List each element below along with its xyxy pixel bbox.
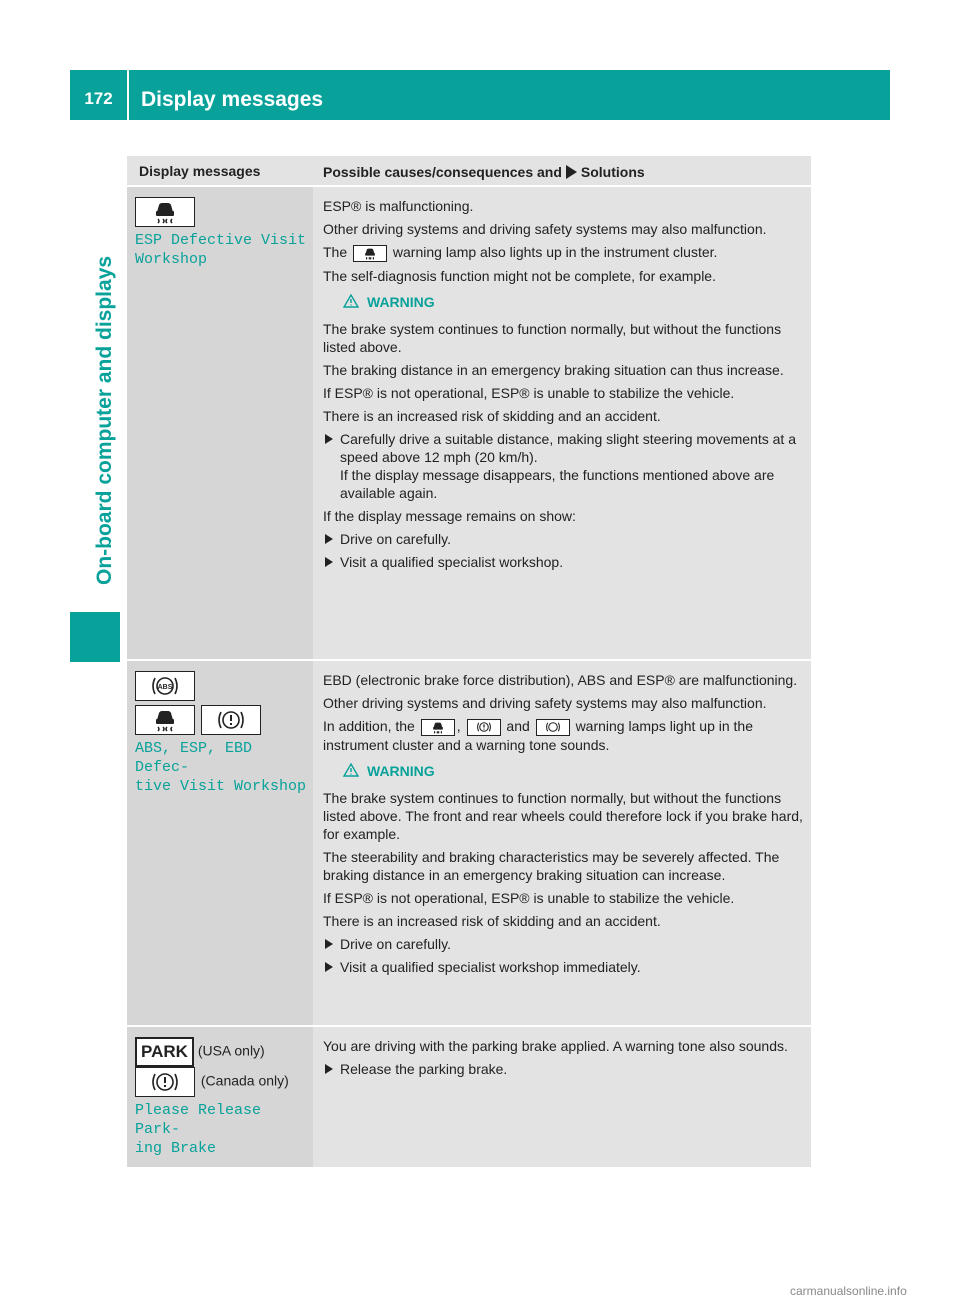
region-note: (Canada only): [200, 1072, 289, 1089]
table-row: [127, 1027, 811, 1167]
action-arrow-icon: [566, 165, 577, 179]
paragraph: The steerability and braking characteristics may be severely affected. The braking distance in an emergency braking situation can increase.: [323, 849, 780, 883]
display-message-text: [135, 739, 313, 796]
page-number: 172: [84, 89, 113, 108]
warning-triangle-icon: [343, 294, 359, 308]
brake-warning-icon: [201, 705, 261, 735]
warning-triangle-icon: [343, 763, 359, 777]
park-brake-icon: PARK: [135, 1037, 194, 1067]
text: warning lamps light up in the instrument cluster and a warning tone sounds.: [323, 718, 753, 753]
instruction-step: Drive on carefully.: [323, 935, 803, 953]
paragraph: EBD (electronic brake force distribution), ABS and ESP® are malfunctioning.: [323, 672, 798, 688]
warning-heading: [343, 293, 803, 311]
warning-label: WARNING: [367, 763, 435, 779]
display-message-text: [135, 1101, 307, 1158]
instruction-step: Visit a qualified specialist workshop immediately.: [323, 958, 803, 976]
esp-skid-icon: [135, 705, 195, 735]
display-message-cell: [127, 661, 313, 1025]
side-tab-label: On-board computer and displays: [93, 255, 116, 585]
message-line: Workshop: [135, 251, 208, 268]
display-message-cell: [127, 1027, 313, 1167]
text: If the display message disappears, the functions mentioned above are available again.: [340, 467, 775, 501]
messages-table: [127, 156, 811, 1167]
message-line: tive Visit Workshop: [135, 778, 307, 795]
paragraph: You are driving with the parking brake applied. A warning tone also sounds.: [323, 1038, 788, 1054]
causes-cell: [313, 187, 811, 659]
text: and: [506, 718, 530, 734]
paragraph: Other driving systems and driving safety systems may also malfunction.: [323, 695, 767, 711]
paragraph: The brake system continues to function normally, but without the functions listed above. The front and rear wheels could therefore lock if you brake hard, for example.: [323, 790, 803, 842]
page-title: Display messages: [141, 88, 324, 111]
instruction-step: Release the parking brake.: [323, 1060, 803, 1078]
paragraph: Other driving systems and driving safety systems may also malfunction.: [323, 221, 767, 237]
side-tab-marker: [70, 612, 120, 662]
region-note: (USA only): [197, 1042, 265, 1059]
esp-skid-icon: [421, 719, 455, 736]
paragraph: If the display message remains on show:: [323, 508, 576, 524]
col-display-messages: Display messages: [139, 163, 261, 179]
svg-text:ABS: ABS: [157, 684, 173, 691]
col-causes-pre: Possible causes/consequences and: [323, 164, 562, 180]
text: warning lamp also lights up in the instrument cluster.: [392, 244, 718, 260]
instruction-step: Visit a qualified specialist workshop.: [323, 553, 803, 571]
display-message-cell: [127, 187, 313, 659]
paragraph: The braking distance in an emergency braking situation can thus increase.: [323, 362, 784, 378]
instruction-step: [323, 430, 803, 502]
text: In addition, the: [323, 718, 415, 734]
abs-icon: [536, 719, 570, 736]
paragraph: ESP® is malfunctioning.: [323, 198, 474, 214]
table-row: [127, 661, 811, 1027]
message-line: ESP Defective Visit: [135, 232, 307, 249]
paragraph: If ESP® is not operational, ESP® is unable to stabilize the vehicle.: [323, 890, 735, 906]
text: The: [323, 244, 348, 260]
col-causes: [313, 156, 811, 185]
causes-cell: [313, 1027, 811, 1167]
message-line: ABS, ESP, EBD Defec‐: [135, 740, 253, 776]
text: Carefully drive a suitable distance, making slight steering movements at a speed above 12 mph (20 km/h).: [340, 431, 796, 465]
page-header: [70, 70, 890, 120]
paragraph: The self-diagnosis function might not be complete, for example.: [323, 268, 716, 284]
table-header: [127, 156, 811, 187]
paragraph: There is an increased risk of skidding and an accident.: [323, 913, 661, 929]
paragraph: There is an increased risk of skidding and an accident.: [323, 408, 661, 424]
paragraph: [323, 243, 803, 262]
message-line: ing Brake: [135, 1140, 217, 1157]
footer-watermark: carmanualsonline.info: [790, 1284, 907, 1298]
table-row: [127, 187, 811, 661]
abs-icon: [135, 671, 195, 701]
display-message-text: [135, 231, 313, 269]
paragraph: [323, 717, 803, 754]
text: ,: [456, 718, 461, 734]
esp-skid-icon: [353, 245, 387, 262]
paragraph: If ESP® is not operational, ESP® is unable to stabilize the vehicle.: [323, 385, 735, 401]
message-line: Please Release Park‐: [135, 1102, 262, 1138]
instruction-step: Drive on carefully.: [323, 530, 803, 548]
warning-label: WARNING: [367, 294, 435, 310]
col-causes-post: Solutions: [580, 164, 645, 180]
esp-skid-icon: [135, 197, 195, 227]
brake-warning-icon: [135, 1067, 195, 1097]
warning-heading: [343, 762, 803, 780]
paragraph: The brake system continues to function normally, but without the functions listed above.: [323, 321, 782, 355]
causes-cell: [313, 661, 811, 1025]
brake-warning-icon: [467, 719, 501, 736]
